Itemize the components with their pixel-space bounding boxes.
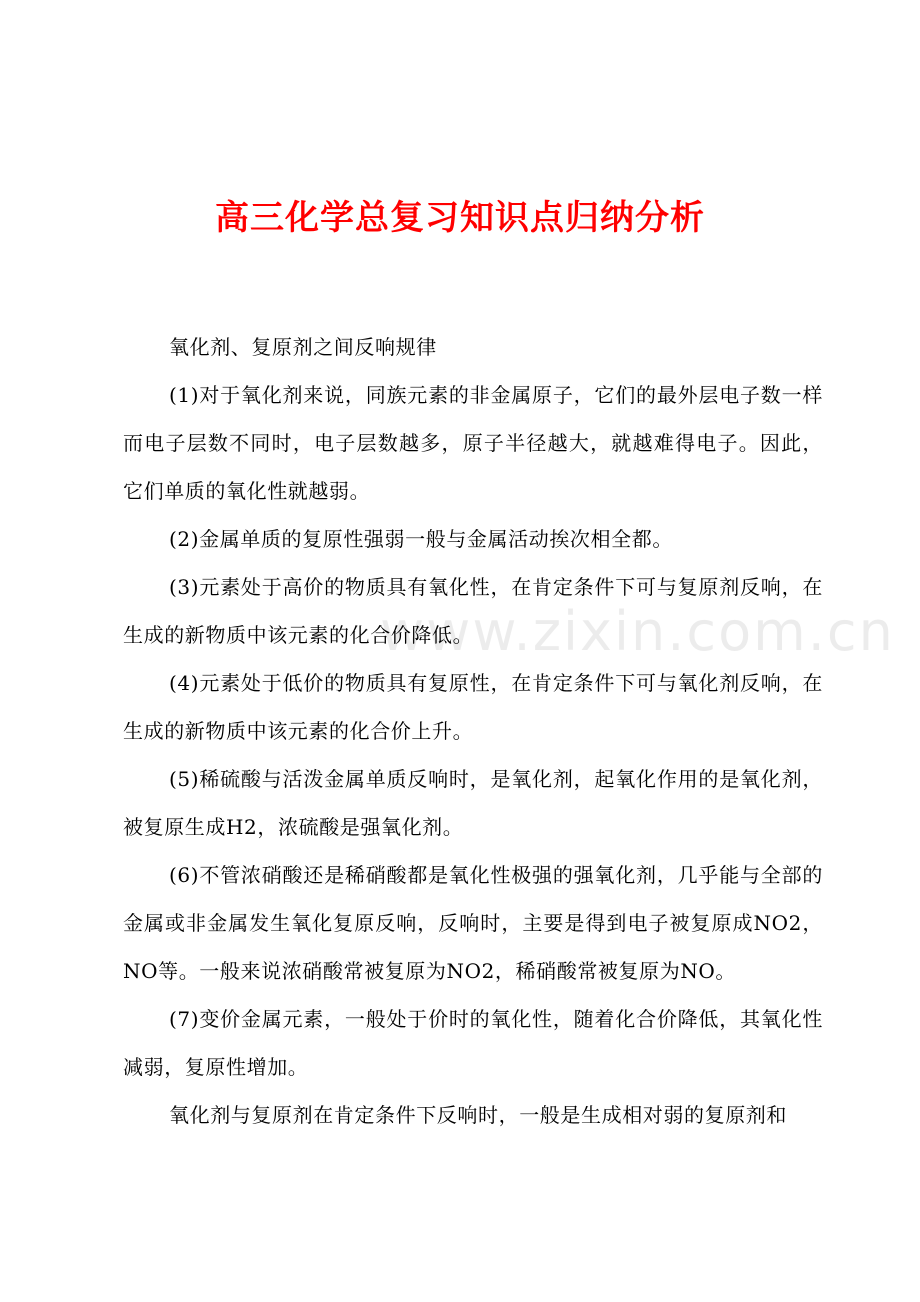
document-body xyxy=(123,323,823,1139)
paragraph-6: (6)不管浓硝酸还是稀硝酸都是氧化性极强的强氧化剂，几乎能与全部的金属或非金属发生氧化复原反响，反响时，主要是得到电子被复原成NO2，NO等。一般来说浓硝酸常被复原为NO2，稀硝酸常被复原为NO。 xyxy=(123,863,823,983)
paragraph-3: (3)元素处于高价的物质具有氧化性，在肯定条件下可与复原剂反响，在生成的新物质中该元素的化合价降低。 xyxy=(123,575,823,647)
paragraph-2: (2)金属单质的复原性强弱一般与金属活动挨次相全都。 xyxy=(169,527,673,551)
paragraph-1: (1)对于氧化剂来说，同族元素的非金属原子，它们的最外层电子数一样而电子层数不同时，电子层数越多，原子半径越大，就越难得电子。因此，它们单质的氧化性就越弱。 xyxy=(123,383,823,503)
paragraph-heading: 氧化剂、复原剂之间反响规律 xyxy=(169,335,437,359)
paragraph-8: 氧化剂与复原剂在肯定条件下反响时，一般是生成相对弱的复原剂和 xyxy=(169,1103,787,1127)
paragraph-5: (5)稀硫酸与活泼金属单质反响时，是氧化剂，起氧化作用的是氧化剂，被复原生成H2，浓硫酸是强氧化剂。 xyxy=(123,767,823,839)
watermark: www.zixin.com.cn xyxy=(380,600,895,663)
paragraph-7: (7)变价金属元素，一般处于价时的氧化性，随着化合价降低，其氧化性减弱，复原性增加。 xyxy=(123,1007,823,1079)
paragraph-4: (4)元素处于低价的物质具有复原性，在肯定条件下可与氧化剂反响，在生成的新物质中该元素的化合价上升。 xyxy=(123,671,823,743)
document-title: 高三化学总复习知识点归纳分析 xyxy=(215,198,705,238)
